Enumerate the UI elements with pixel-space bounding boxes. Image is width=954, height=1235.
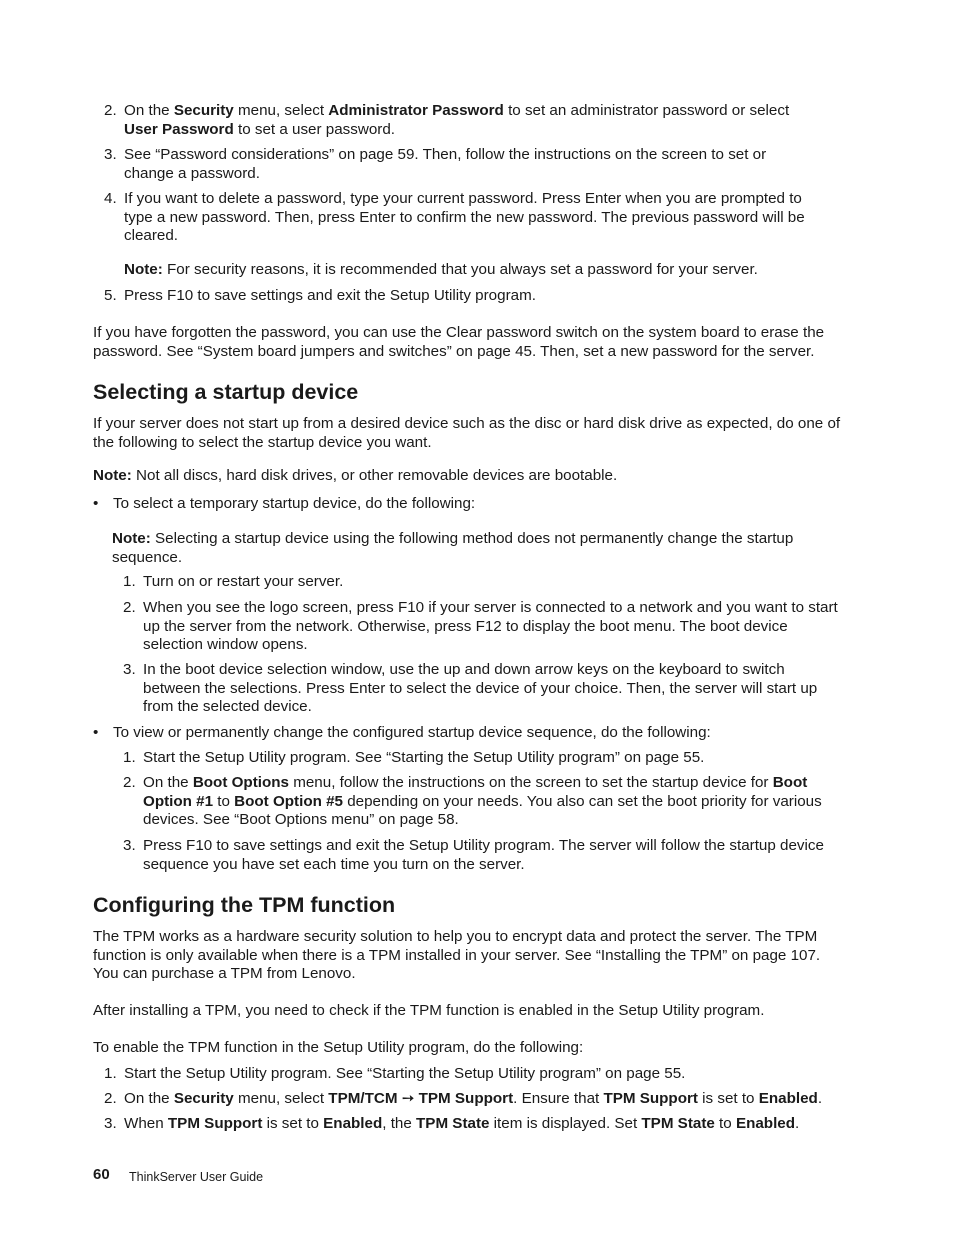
text-run: Start the Setup Utility program. See “Starting the Setup Utility program” on page 55. bbox=[143, 749, 705, 766]
bullet-glyph: • bbox=[93, 495, 99, 512]
text-run: On the bbox=[124, 102, 174, 119]
list-text bbox=[124, 102, 824, 139]
bold-term: TPM Support bbox=[603, 1090, 698, 1107]
tpm-paragraph: To enable the TPM function in the Setup Utility program, do the following: bbox=[93, 1039, 584, 1056]
bold-term: Security bbox=[173, 1090, 234, 1107]
text-run: In the boot device selection window, use the up and down arrow keys on the keyboard to switch between the selections. Press Enter to select the device of your choice. Then, the server will start up from the selected device. bbox=[143, 661, 818, 716]
text-run: Turn on or restart your server. bbox=[143, 573, 344, 590]
text-run: menu, select bbox=[233, 102, 329, 119]
note-text: Not all discs, hard disk drives, or other removable devices are bootable. bbox=[131, 467, 618, 484]
section-heading-startup-device: Selecting a startup device bbox=[93, 380, 359, 404]
list-number: 2. bbox=[123, 774, 136, 791]
bold-term: Security bbox=[173, 102, 234, 119]
bold-term: Note: bbox=[124, 261, 163, 278]
forgot-password-paragraph: If you have forgotten the password, you can use the Clear password switch on the system board to erase the password. See “System board jumpers and switches” on page 45. Then, set a new password for the server. bbox=[93, 324, 825, 360]
text-run: to bbox=[213, 792, 235, 810]
text-run: is set to bbox=[697, 1090, 759, 1107]
bold-term: TPM State bbox=[416, 1115, 490, 1132]
bullet-glyph: • bbox=[93, 724, 99, 741]
text-run: menu, follow the instructions on the screen to set the startup device for bbox=[288, 774, 773, 791]
bold-term: Administrator Password bbox=[328, 102, 504, 119]
bold-term: TPM/TCM ➙ TPM Support bbox=[328, 1090, 514, 1107]
text-run: When bbox=[124, 1115, 168, 1132]
text-run: item is displayed. Set bbox=[489, 1115, 642, 1132]
section-heading-tpm: Configuring the TPM function bbox=[93, 893, 396, 917]
text-run: If you want to delete a password, type your current password. Press Enter when you are prompted to type a new password. Then, press Enter to confirm the new password. The previous password will be cleared. bbox=[124, 190, 805, 245]
list-number: 3. bbox=[123, 837, 136, 854]
list-text bbox=[124, 146, 814, 183]
list-number: 2. bbox=[123, 599, 136, 616]
list-text bbox=[124, 1090, 848, 1109]
text-run: . bbox=[817, 1090, 823, 1107]
text-run: For security reasons, it is recommended that you always set a password for your server. bbox=[162, 261, 758, 278]
text-run: menu, select bbox=[233, 1090, 329, 1107]
tpm-paragraph: The TPM works as a hardware security solution to help you to encrypt data and protect the server. The TPM function is only available when there is a TPM installed in your server. See “Installing the TPM” on page 107. You can purchase a TPM from Lenovo. bbox=[93, 928, 821, 983]
note-label: Note: bbox=[93, 467, 132, 484]
text-run: When you see the logo screen, press F10 if your server is connected to a network and you want to start up the server from the network. Otherwise, press F12 to display the boot menu. The boot device selection window opens. bbox=[143, 599, 838, 654]
list-text bbox=[124, 1115, 848, 1134]
note-text: Selecting a startup device using the following method does not permanently change the startup sequence. bbox=[112, 530, 794, 566]
text-run: to set a user password. bbox=[233, 120, 395, 138]
text-run: to bbox=[714, 1115, 736, 1132]
bold-term: Enabled bbox=[758, 1090, 818, 1107]
bullet-text: To view or permanently change the configured startup device sequence, do the following: bbox=[113, 724, 711, 741]
list-number: 3. bbox=[104, 146, 117, 163]
list-number: 5. bbox=[104, 287, 117, 304]
text-run: On the bbox=[124, 1090, 174, 1107]
list-text bbox=[143, 774, 848, 830]
bold-term: Boot Option #5 bbox=[234, 792, 343, 810]
note-label: Note: bbox=[112, 530, 151, 547]
list-text bbox=[143, 837, 848, 874]
list-text bbox=[143, 749, 848, 768]
text-run: See “Password considerations” on page 59. Then, follow the instructions on the screen to set or change a password. bbox=[124, 146, 767, 182]
text-run: depending on your needs. You also can set the boot priority for various devices. See “Boot Options menu” on page 58. bbox=[143, 792, 822, 829]
bold-term: User Password bbox=[124, 120, 234, 138]
list-number: 1. bbox=[104, 1065, 117, 1082]
bullet-text: To select a temporary startup device, do the following: bbox=[113, 495, 476, 512]
text-run: . Ensure that bbox=[513, 1090, 604, 1107]
list-text bbox=[124, 190, 824, 246]
bold-term: Enabled bbox=[735, 1115, 796, 1132]
bold-term: Boot Option #1 bbox=[143, 774, 808, 810]
bold-term: TPM Support bbox=[167, 1115, 263, 1132]
bold-term: Boot Options bbox=[192, 774, 289, 791]
list-number: 4. bbox=[104, 190, 117, 207]
text-run: to set an administrator password or select bbox=[503, 102, 790, 119]
list-number: 2. bbox=[104, 102, 117, 119]
list-number: 3. bbox=[123, 661, 136, 678]
bold-term: TPM State bbox=[641, 1115, 715, 1132]
note-text bbox=[124, 261, 844, 280]
list-number: 2. bbox=[104, 1090, 117, 1107]
page-number: 60 bbox=[93, 1166, 110, 1183]
text-run: . bbox=[795, 1115, 800, 1132]
list-number: 1. bbox=[123, 749, 136, 766]
footer-title: ThinkServer User Guide bbox=[129, 1170, 264, 1184]
text-run: , the bbox=[382, 1115, 417, 1132]
text-run: On the bbox=[143, 774, 193, 791]
tpm-paragraph: After installing a TPM, you need to check if the TPM function is enabled in the Setup Utility program. bbox=[93, 1002, 765, 1019]
text-run: Press F10 to save settings and exit the Setup Utility program. bbox=[124, 287, 536, 304]
section-intro: If your server does not start up from a desired device such as the disc or hard disk drive as expected, do one of the following to select the startup device you want. bbox=[93, 415, 841, 451]
list-text bbox=[124, 1065, 848, 1084]
note bbox=[112, 530, 837, 567]
text-run: Press F10 to save settings and exit the Setup Utility program. The server will follow the startup device sequence you have set each time you turn on the server. bbox=[143, 837, 824, 873]
list-text bbox=[143, 573, 838, 592]
note bbox=[93, 467, 848, 486]
list-number: 3. bbox=[104, 1115, 117, 1132]
list-text bbox=[124, 287, 824, 306]
list-text bbox=[143, 661, 838, 717]
text-run: Start the Setup Utility program. See “Starting the Setup Utility program” on page 55. bbox=[124, 1065, 686, 1082]
list-number: 1. bbox=[123, 573, 136, 590]
bold-term: Enabled bbox=[323, 1115, 383, 1132]
text-run: is set to bbox=[262, 1115, 324, 1132]
list-text bbox=[143, 599, 838, 655]
